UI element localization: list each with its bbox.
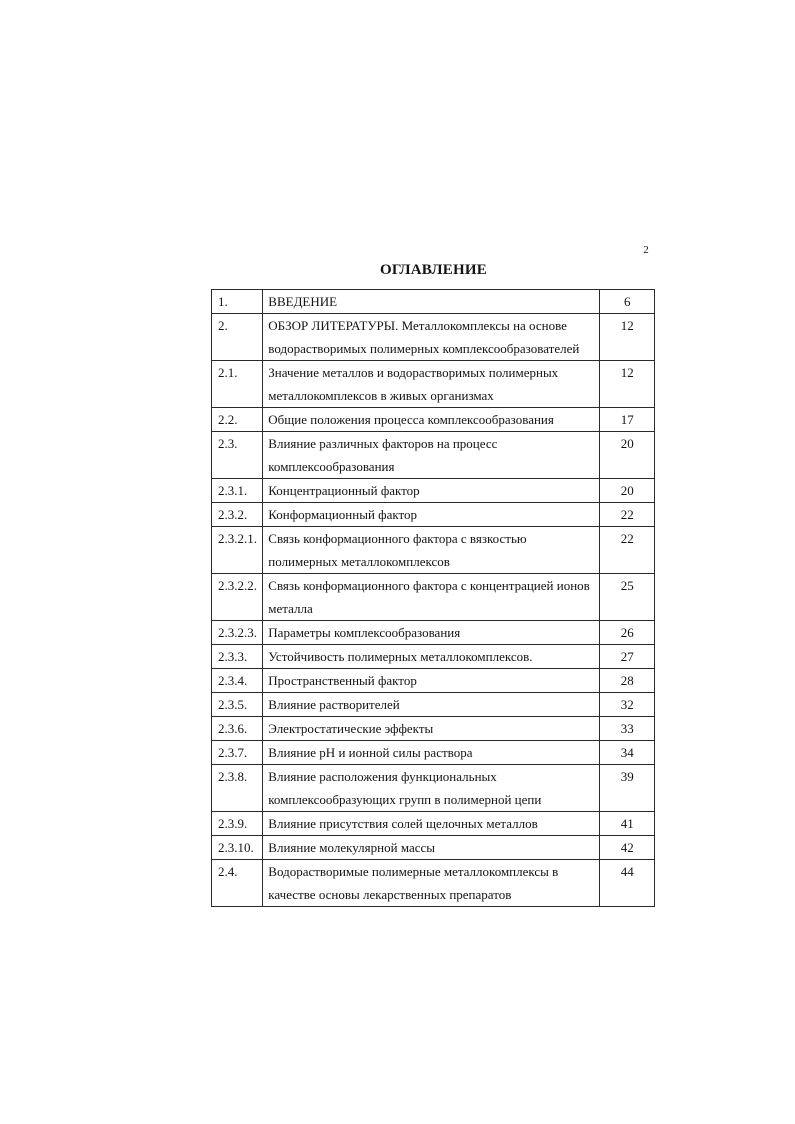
section-title: Связь конформационного фактора с концентрацией ионов металла [263,574,600,621]
section-number: 2.3.5. [212,693,263,717]
table-row [212,361,655,408]
section-title: Значение металлов и водорастворимых полимерных металлокомплексов в живых организмах [263,361,600,408]
section-page: 6 [600,290,655,314]
table-row [212,645,655,669]
table-row [212,860,655,907]
section-number: 2.3.2.2. [212,574,263,621]
section-page: 39 [600,765,655,812]
section-page: 25 [600,574,655,621]
section-number: 2.3.2.1. [212,527,263,574]
section-title: Влияние присутствия солей щелочных металлов [263,812,600,836]
section-number: 2. [212,314,263,361]
section-page: 22 [600,503,655,527]
section-number: 2.3.4. [212,669,263,693]
table-row [212,669,655,693]
section-number: 2.3.9. [212,812,263,836]
section-page: 32 [600,693,655,717]
section-title: Пространственный фактор [263,669,600,693]
section-title: Влияние различных факторов на процесс комплексообразования [263,432,600,479]
section-page: 17 [600,408,655,432]
toc-body [212,290,655,907]
section-page: 20 [600,432,655,479]
table-row [212,290,655,314]
section-title: Водорастворимые полимерные металлокомплексы в качестве основы лекарственных препаратов [263,860,600,907]
table-of-contents [211,289,655,907]
section-number: 2.3.7. [212,741,263,765]
section-number: 2.3.2. [212,503,263,527]
section-page: 22 [600,527,655,574]
section-number: 2.3.2.3. [212,621,263,645]
section-page: 33 [600,717,655,741]
section-number: 2.4. [212,860,263,907]
section-title: ОБЗОР ЛИТЕРАТУРЫ. Металлокомплексы на основе водорастворимых полимерных комплексообразователей [263,314,600,361]
section-number: 2.3.8. [212,765,263,812]
table-row [212,741,655,765]
table-row [212,693,655,717]
section-title: Устойчивость полимерных металлокомплексов. [263,645,600,669]
table-row [212,432,655,479]
section-title: Параметры комплексообразования [263,621,600,645]
table-row [212,408,655,432]
section-page: 26 [600,621,655,645]
section-page: 27 [600,645,655,669]
section-number: 1. [212,290,263,314]
section-number: 2.3.6. [212,717,263,741]
section-title: Влияние молекулярной массы [263,836,600,860]
section-title: Связь конформационного фактора с вязкостью полимерных металлокомплексов [263,527,600,574]
section-title: Влияние растворителей [263,693,600,717]
table-row [212,765,655,812]
section-number: 2.3.10. [212,836,263,860]
table-row [212,574,655,621]
table-row [212,836,655,860]
section-page: 12 [600,361,655,408]
section-title: Влияние рН и ионной силы раствора [263,741,600,765]
section-title: Концентрационный фактор [263,479,600,503]
section-page: 20 [600,479,655,503]
section-title: Влияние расположения функциональных комплексообразующих групп в полимерной цепи [263,765,600,812]
table-row [212,621,655,645]
table-row [212,527,655,574]
section-number: 2.2. [212,408,263,432]
section-page: 28 [600,669,655,693]
table-row [212,503,655,527]
table-row [212,717,655,741]
section-page: 12 [600,314,655,361]
section-page: 44 [600,860,655,907]
page-number: 2 [643,244,649,256]
table-row [212,812,655,836]
section-title: Конформационный фактор [263,503,600,527]
section-title: Электростатические эффекты [263,717,600,741]
table-row [212,479,655,503]
section-page: 41 [600,812,655,836]
section-number: 2.3.1. [212,479,263,503]
section-title: Общие положения процесса комплексообразования [263,408,600,432]
section-number: 2.3. [212,432,263,479]
page-title: ОГЛАВЛЕНИЕ [380,262,487,278]
section-page: 42 [600,836,655,860]
table-row [212,314,655,361]
section-number: 2.1. [212,361,263,408]
section-number: 2.3.3. [212,645,263,669]
section-title: ВВЕДЕНИЕ [263,290,600,314]
section-page: 34 [600,741,655,765]
